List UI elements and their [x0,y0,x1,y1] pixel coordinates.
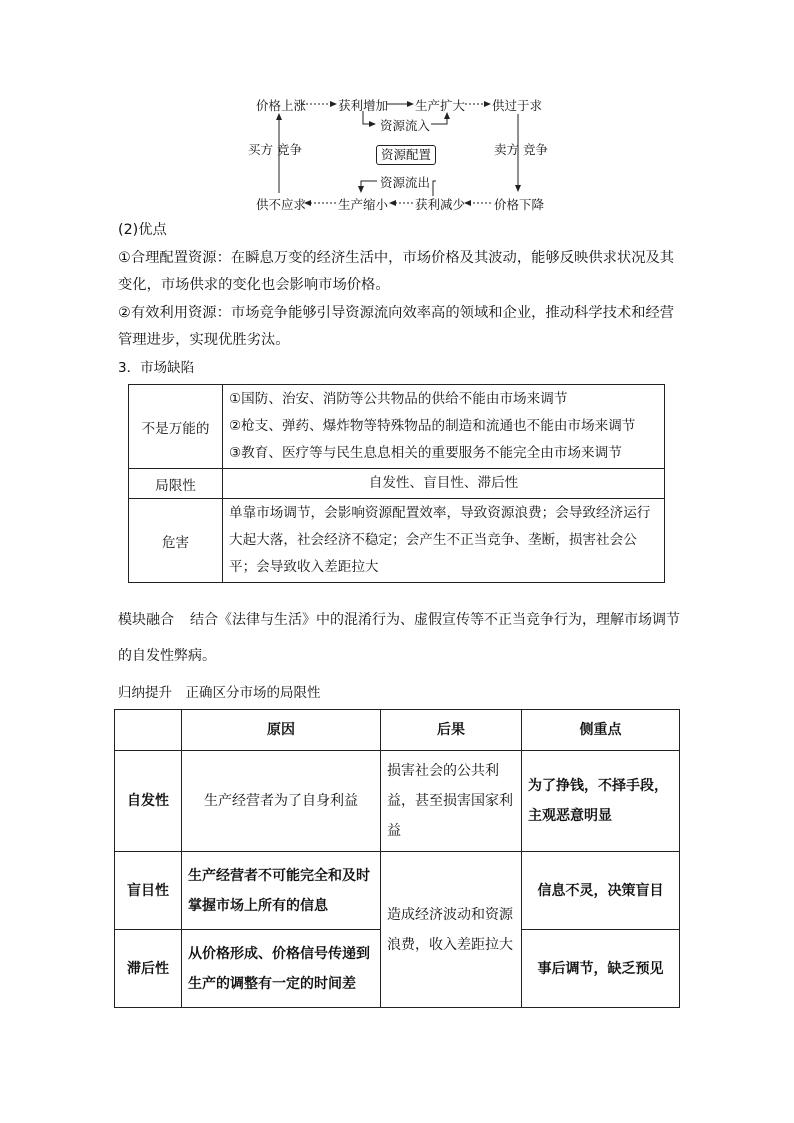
list-item: ②枪支、弹药、爆炸物等特殊物品的制造和流通也不能由市场来调节 [229,418,636,434]
list-item: ①国防、治安、消防等公共物品的供给不能由市场来调节 [229,391,568,407]
row-label-not-omnipotent: 不是万能的 [129,385,223,469]
summary-title: 归纳提升 正确区分市场的局限性 [118,685,321,701]
table-row [129,469,665,499]
node-supply-exceeds: 供过于求 [492,98,543,113]
table-header-row [115,710,680,751]
advantages-heading: (2)优点 [118,222,167,238]
node-production-shrink: 生产缩小 [338,197,389,212]
advantage-point-2: ②有效利用资源：市场竞争能够引导资源流向效率高的领域和企业，推动科学技术和经营管理进步，实现优胜劣汰。 [118,305,675,348]
header-focus: 侧重点 [522,710,680,751]
header-cause: 原因 [182,710,381,751]
row-label-limitations: 局限性 [129,469,223,499]
harm-content: 单靠市场调节，会影响资源配置效率，导致资源浪费；会导致经济运行大起大落，社会经济不稳定；会产生不正当竞争、垄断，损害社会公平；会导致收入差距拉大 [223,499,665,583]
node-profit-up: 获利增加 [338,98,389,113]
focus-lag: 事后调节，缺乏预见 [522,930,680,1008]
node-price-up: 价格上涨 [256,98,307,113]
cause-lag: 从价格形成、价格信号传递到生产的调整有一定的时间差 [182,930,381,1008]
limitations-content: 自发性、盲目性、滞后性 [223,469,665,499]
list-item: ③教育、医疗等与民生息息相关的重要服务不能完全由市场来调节 [229,445,622,461]
row-label-spontaneity: 自发性 [115,751,182,852]
arrow-inflow-up [431,113,447,124]
module-tag: 模块融合 [118,612,174,628]
cause-blindness: 生产经营者不可能完全和及时掌握市场上所有的信息 [182,852,381,930]
label-seller-competition: 卖方 竞争 [494,142,548,157]
arrow-outflow-down [361,181,377,192]
row-label-blindness: 盲目性 [115,852,182,930]
node-profit-down: 获利减少 [415,197,466,212]
market-limitations-table [114,709,680,1008]
arrow-to-resource-outflow [433,181,436,196]
diagram-arrows [0,0,794,230]
node-production-expand: 生产扩大 [415,98,466,113]
node-price-down: 价格下降 [494,197,545,212]
row-label-lag: 滞后性 [115,930,182,1008]
market-failure-table [128,384,665,583]
row-label-harm: 危害 [129,499,223,583]
label-buyer-competition: 买方 竞争 [248,142,302,157]
table-row [115,852,680,930]
market-failure-heading: 3．市场缺陷 [118,360,195,376]
node-resource-inflow: 资源流入 [380,118,431,133]
module-fusion [118,602,683,674]
advantage-point-1: ①合理配置资源：在瞬息万变的经济生活中，市场价格及其波动，能够反映供求状况及其变化，市场供求的变化也会影响市场价格。 [118,250,675,293]
focus-blindness: 信息不灵，决策盲目 [522,852,680,930]
header-empty [115,710,182,751]
node-supply-short: 供不应求 [256,197,307,212]
table-row [129,385,665,469]
node-resource-outflow: 资源流出 [380,175,431,190]
cause-spontaneity: 生产经营者为了自身利益 [182,751,381,852]
effect-shared: 造成经济波动和资源浪费，收入差距拉大 [381,852,522,1008]
not-omnipotent-content [223,385,665,469]
effect-spontaneity: 损害社会的公共利益，甚至损害国家利益 [381,751,522,852]
module-text: 结合《法律与生活》中的混淆行为、虚假宣传等不正当竞争行为，理解市场调节的自发性弊病。 [118,612,680,664]
table-row [129,499,665,583]
node-resource-allocation: 资源配置 [376,145,436,165]
header-effect: 后果 [381,710,522,751]
table-row [115,751,680,852]
focus-spontaneity: 为了挣钱，不择手段，主观恶意明显 [522,751,680,852]
